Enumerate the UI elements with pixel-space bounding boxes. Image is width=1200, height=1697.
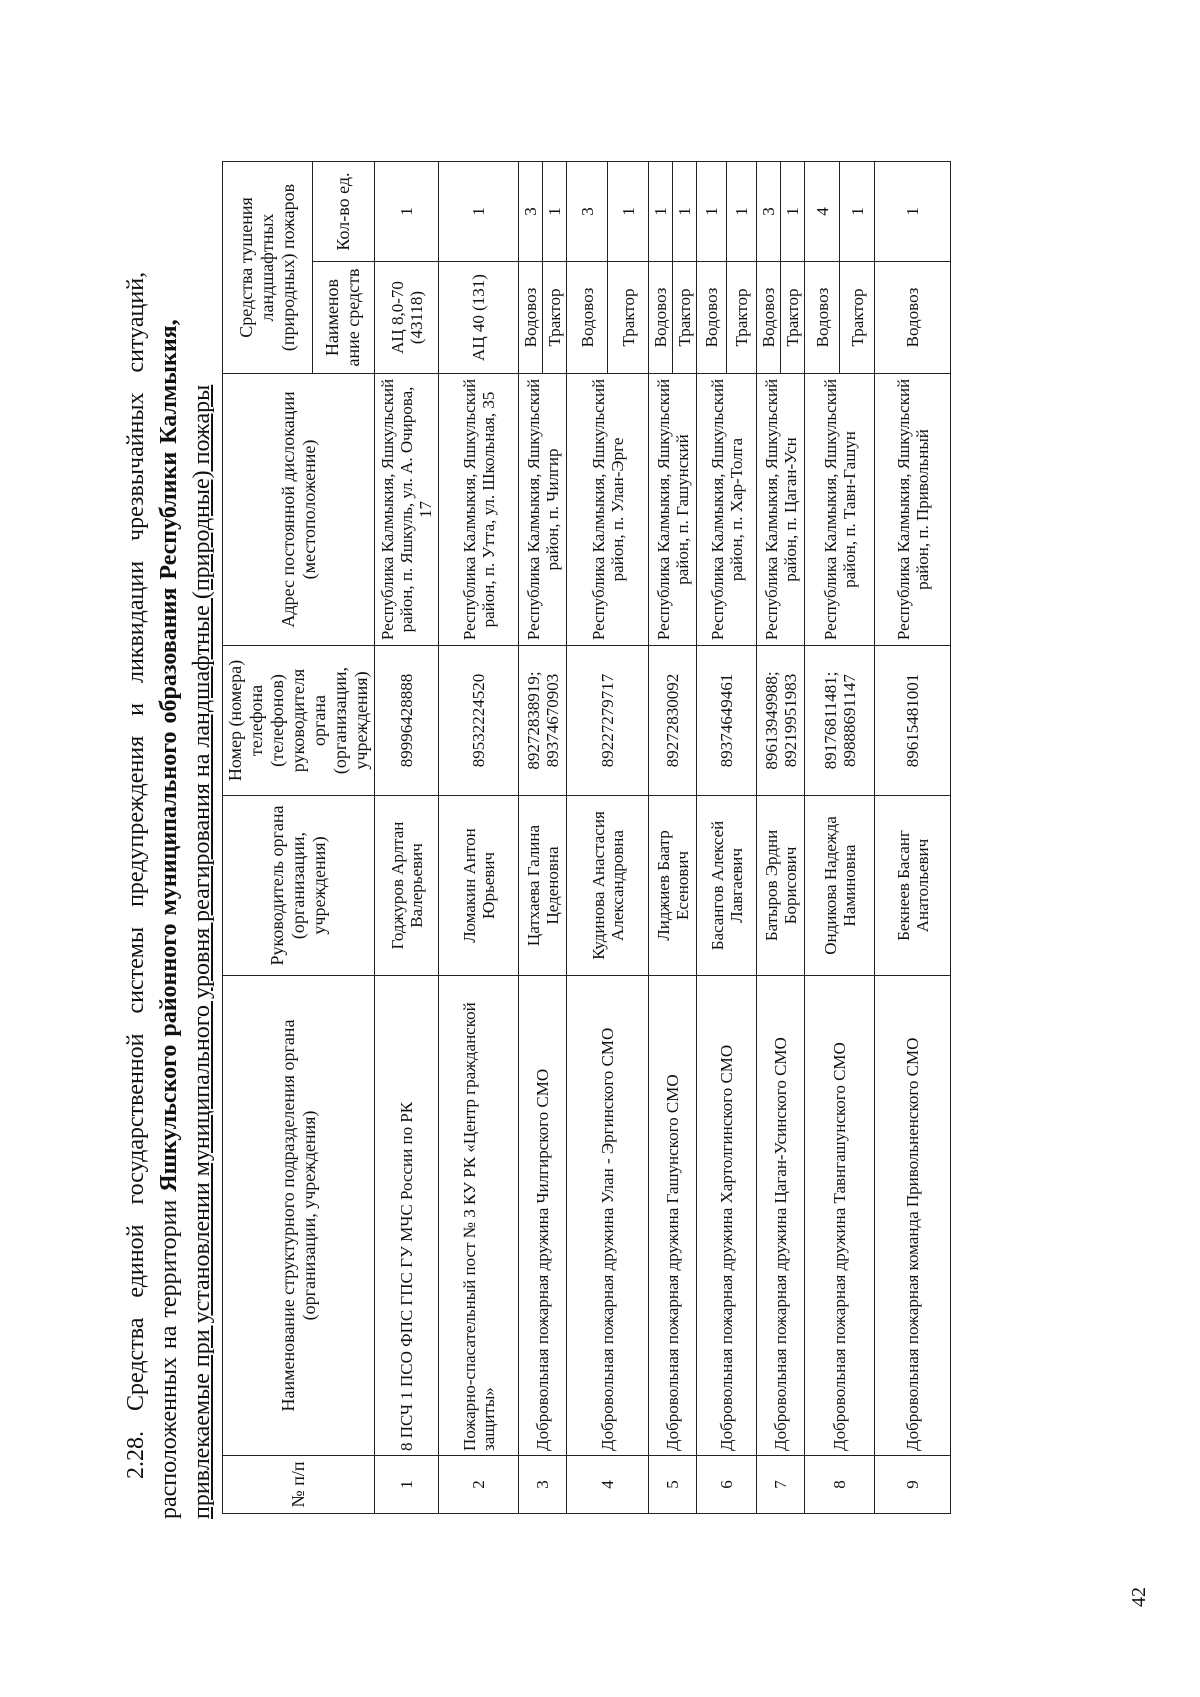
header-means: Средства тушения ландшафтных (природных) пожаров [223, 162, 313, 374]
header-means-qty: Кол-во ед. [312, 162, 374, 262]
row-num: 6 [697, 1456, 757, 1514]
resources-table [222, 161, 951, 1514]
means-name: АЦ 40 (131) [439, 262, 519, 374]
means-qty: 3 [519, 162, 543, 262]
row-num: 9 [875, 1456, 951, 1514]
row-address: Республика Калмыкия, Яшкульский район, п. Хар-Толга [697, 374, 757, 646]
table-row [697, 162, 727, 1514]
means-name: Водовоз [697, 262, 727, 374]
header-name: Наименование структурного подразделения органа (организации, учреждения) [223, 976, 375, 1456]
row-address: Республика Калмыкия, Яшкульский район, п. Гашунский [649, 374, 697, 646]
row-phone: 89615481001 [875, 646, 951, 796]
means-name: Трактор [543, 262, 567, 374]
row-name: 8 ПСЧ 1 ПСО ФПС ГПС ГУ МЧС России по РК [375, 976, 439, 1456]
means-qty: 1 [439, 162, 519, 262]
row-name: Добровольная пожарная дружина Чилгирского СМО [519, 976, 567, 1456]
row-address: Республика Калмыкия, Яшкульский район, п. Улан-Эрге [567, 374, 649, 646]
row-head: Лиджиев Баатр Есенович [649, 796, 697, 976]
means-name: Трактор [673, 262, 697, 374]
means-qty: 1 [697, 162, 727, 262]
means-qty: 1 [727, 162, 757, 262]
title-line-1: 2.28. Средства единой государственной системы предупреждения и ликвидации чрезвычайных ситуаций, [123, 271, 149, 1479]
row-name: Добровольная пожарная дружина Цаган-Усинского СМО [757, 976, 805, 1456]
table-row [875, 162, 951, 1514]
means-name: Водовоз [805, 262, 840, 374]
row-head: Цатхаева Галина Цеденовна [519, 796, 567, 976]
title-line-3-text: привлекаемые при установлении муниципального уровня реагирования на ландшафтные (природные) пожары [189, 384, 215, 1519]
row-name: Пожарно-спасательный пост № 3 КУ РК «Центр гражданской защиты» [439, 976, 519, 1456]
row-head: Ломакин Антон Юрьевич [439, 796, 519, 976]
means-name: Трактор [608, 262, 649, 374]
row-phone: 89227279717 [567, 646, 649, 796]
means-name: Водовоз [519, 262, 543, 374]
table-body [375, 162, 951, 1514]
means-name: Трактор [840, 262, 875, 374]
row-phone: 89613949988; 89219951983 [757, 646, 805, 796]
title-line-2 [153, 159, 186, 1519]
row-name: Добровольная пожарная дружина Хартолгинского СМО [697, 976, 757, 1456]
row-address: Республика Калмыкия, Яшкульский район, п. Тавн-Гашун [805, 374, 875, 646]
row-phone: 89272830092 [649, 646, 697, 796]
means-qty: 1 [543, 162, 567, 262]
means-qty: 1 [781, 162, 805, 262]
row-address: Республика Калмыкия, Яшкульский район, п. Привольный [875, 374, 951, 646]
table-row [757, 162, 781, 1514]
row-head: Басангов Алексей Лавгаевич [697, 796, 757, 976]
header-head: Руководитель органа (организации, учреждения) [223, 796, 375, 976]
table-row [375, 162, 439, 1514]
row-head: Годжуров Арлтан Валерьевич [375, 796, 439, 976]
row-name: Добровольная пожарная дружина Гашунского СМО [649, 976, 697, 1456]
means-name: Водовоз [875, 262, 951, 374]
row-num: 7 [757, 1456, 805, 1514]
means-name: Водовоз [757, 262, 781, 374]
row-address: Республика Калмыкия, Яшкульский район, п. Яшкуль, ул. А. Очирова, 17 [375, 374, 439, 646]
table-row [519, 162, 543, 1514]
row-name: Добровольная пожарная дружина Улан - Эргинского СМО [567, 976, 649, 1456]
row-num: 8 [805, 1456, 875, 1514]
means-name: Водовоз [567, 262, 608, 374]
header-address: Адрес постоянной дислокации (местоположение) [223, 374, 375, 646]
means-qty: 1 [649, 162, 673, 262]
row-phone: 89176811481; 89888691147 [805, 646, 875, 796]
means-qty: 4 [805, 162, 840, 262]
means-name: АЦ 8,0-70 (43118) [375, 262, 439, 374]
table-row [439, 162, 519, 1514]
means-qty: 3 [567, 162, 608, 262]
title-line-3 [186, 159, 219, 1519]
row-head: Ондикова Надежда Наминовна [805, 796, 875, 976]
row-address: Республика Калмыкия, Яшкульский район, п. Чилгир [519, 374, 567, 646]
row-address: Республика Калмыкия, Яшкульский район, п. Цаган-Усн [757, 374, 805, 646]
row-num: 2 [439, 1456, 519, 1514]
row-head: Кудинова Анастасия Александровна [567, 796, 649, 976]
row-num: 4 [567, 1456, 649, 1514]
row-phone: 89996428888 [375, 646, 439, 796]
row-phone: 89272838919; 89374670903 [519, 646, 567, 796]
table-row [567, 162, 608, 1514]
means-qty: 1 [840, 162, 875, 262]
header-phone: Номер (номера) телефона (телефонов) руководителя органа (организации, учреждения) [223, 646, 375, 796]
means-qty: 1 [375, 162, 439, 262]
means-name: Водовоз [649, 262, 673, 374]
row-name: Добровольная пожарная дружина Тавнгашунского СМО [805, 976, 875, 1456]
table-row [649, 162, 673, 1514]
title-line-2-bold: Яшкульского районного муниципального образования Республики Калмыкия, [156, 319, 182, 1192]
header-num: № п/п [223, 1456, 375, 1514]
means-qty: 1 [608, 162, 649, 262]
row-head: Батыров Эрдни Борисович [757, 796, 805, 976]
table-row [805, 162, 840, 1514]
means-name: Трактор [727, 262, 757, 374]
row-head: Бекнеев Басанг Анатольевич [875, 796, 951, 976]
page-number: 42 [1128, 1587, 1150, 1607]
row-num: 1 [375, 1456, 439, 1514]
document-title [120, 159, 219, 1519]
title-line-2-prefix: расположенных на территории [156, 1191, 182, 1519]
means-name: Трактор [781, 262, 805, 374]
means-qty: 3 [757, 162, 781, 262]
row-address: Республика Калмыкия, Яшкульский район, п. Утта, ул. Школьная, 35 [439, 374, 519, 646]
row-num: 3 [519, 1456, 567, 1514]
means-qty: 1 [875, 162, 951, 262]
row-phone: 89374649461 [697, 646, 757, 796]
means-qty: 1 [673, 162, 697, 262]
row-phone: 89532224520 [439, 646, 519, 796]
row-num: 5 [649, 1456, 697, 1514]
row-name: Добровольная пожарная команда Привольненского СМО [875, 976, 951, 1456]
header-means-name: Наименов ание средств [312, 262, 374, 374]
